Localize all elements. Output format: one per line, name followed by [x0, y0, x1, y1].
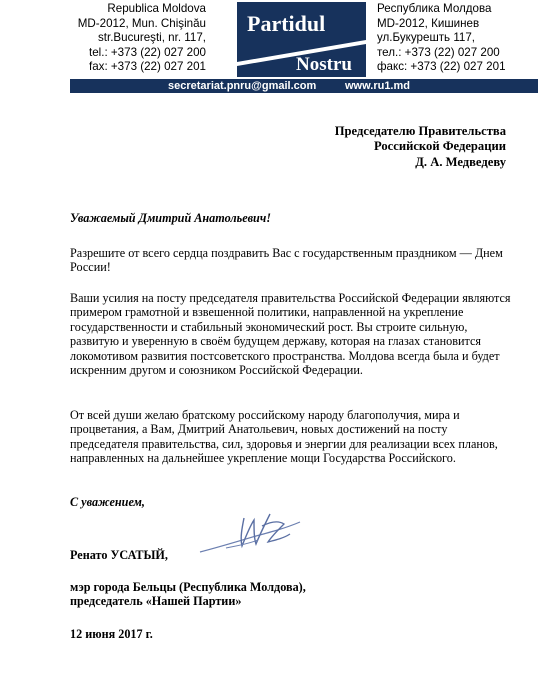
- body-paragraph: От всей души желаю братскому российскому народу благополучия, мира и процветания, а Вам, Дмитрий Анатольевич, новых достижений на посту председателя правительства, сил, здоровья и энергии для реализации всех планов, направленных на дальнейшее укрепление мощи Государства Российского.: [70, 408, 498, 466]
- address-line: MD-2012, Mun. Chişinău: [77, 16, 206, 30]
- address-line: ул.Букурешть 117,: [377, 31, 476, 45]
- recipient-line: Председателю Правительства: [334, 124, 506, 138]
- signer-title-line: председатель «Нашей Партии»: [70, 594, 242, 609]
- website-address: www.ru1.md: [345, 80, 410, 92]
- address-line: str.Bucureşti, nr. 117,: [97, 31, 206, 45]
- address-line: Republica Moldova: [107, 2, 206, 15]
- contact-bar: [70, 79, 538, 93]
- signer-name: Ренато УСАТЫЙ,: [70, 548, 168, 562]
- party-logo: [235, 0, 368, 79]
- recipient-line: Д. А. Медведеву: [415, 154, 506, 169]
- address-line: Республика Молдова: [377, 2, 492, 15]
- address-line: tel.: +373 (22) 027 200: [89, 45, 206, 59]
- greeting: Уважаемый Дмитрий Анатольевич!: [70, 211, 271, 225]
- address-line: факс: +373 (22) 027 201: [377, 60, 506, 74]
- address-line: тел.: +373 (22) 027 200: [377, 45, 500, 59]
- logo-text-line2: Nostru: [296, 54, 352, 75]
- letter-date: 12 июня 2017 г.: [70, 627, 153, 641]
- body-paragraph: Ваши усилия на посту председателя правительства Российской Федерации являются примером грамотной и взвешенной политики, направленной на укрепление государственности и стабильный экономический рост. Вы строите сильную, развитую и уверенную в своём будущем державу, которая на глазах становится локомотивом развития постсоветского пространства. Молдова всегда была и будет искренним другом и союзником Российской Федерации.: [70, 291, 511, 378]
- recipient-line: Российской Федерации: [373, 139, 506, 154]
- address-line: fax: +373 (22) 027 201: [89, 60, 206, 74]
- logo-text-line1: Partidul: [247, 11, 326, 36]
- header-address-romanian: [60, 2, 206, 75]
- signer-title-line: мэр города Бельцы (Республика Молдова),: [70, 580, 306, 594]
- signer-title: [70, 580, 514, 609]
- recipient-block: [280, 124, 506, 170]
- closing: С уважением,: [70, 495, 145, 509]
- header-address-russian: [377, 2, 537, 75]
- body-paragraph: Разрешите от всего сердца поздравить Вас с государственным праздником — Днем России!: [70, 246, 503, 275]
- address-line: MD-2012, Кишинев: [377, 16, 480, 30]
- email-address: secretariat.pnru@gmail.com: [168, 80, 317, 92]
